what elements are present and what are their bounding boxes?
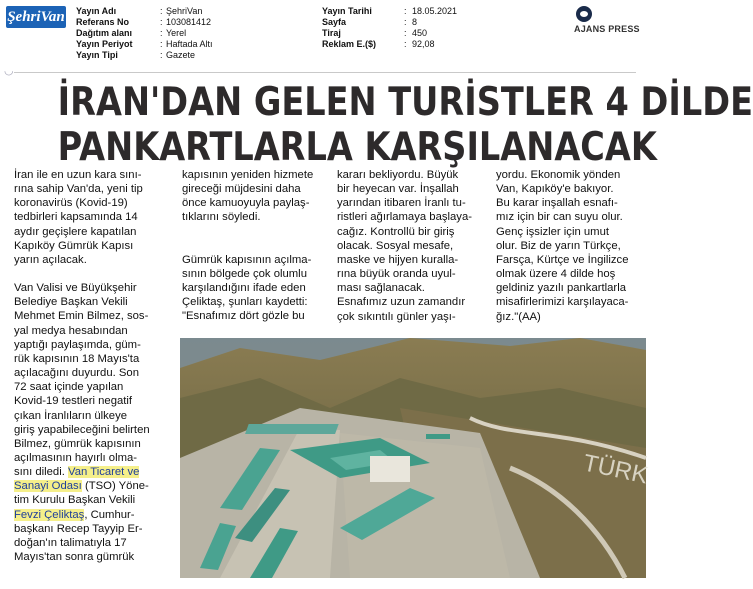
- text-line: maske ve hijyen kuralla-: [337, 253, 459, 266]
- meta-key: Yayın Periyot: [76, 39, 133, 49]
- text-line: olacak. Sosyal mesafe,: [337, 239, 454, 252]
- text-line: tedbirleri kapsamında 14: [14, 211, 138, 224]
- border-gate-aerial-photo: [180, 338, 651, 578]
- text-line: Genç işsizler için umut: [496, 225, 610, 238]
- meta-key: Yayın Tarihi: [322, 6, 372, 16]
- text-line: [14, 479, 176, 493]
- headline-line-1: İRAN'DAN GELEN TURİSTLER 4 DİLDE: [57, 80, 753, 125]
- text-line: misafirlerimizi karşılayaca-: [496, 296, 629, 309]
- text-line: rük kapısının 18 Mayıs'ta: [14, 352, 140, 365]
- text-line: yarın açılacak.: [14, 253, 87, 266]
- publication-logo: ŞehriVan: [6, 6, 66, 28]
- text-fragment: (TSO) Yöne-: [81, 480, 149, 493]
- meta-key: Reklam E.($): [322, 39, 377, 49]
- text-line: Farsça, Kürtçe ve İngilizce: [496, 253, 629, 266]
- highlighted-text: Van Ticaret ve: [68, 466, 140, 479]
- text-line: İran ile en uzun kara sını-: [14, 169, 142, 181]
- meta-value: Yerel: [166, 28, 187, 38]
- text-line: Van Valisi ve Büyükşehir: [14, 282, 137, 295]
- headline-line-2: PANKARTLARLA KARŞILANACAK: [57, 125, 657, 170]
- highlighted-text: Fevzi Çeliktaş: [14, 508, 85, 521]
- text-line: olur. Biz de yarın Türkçe,: [496, 239, 621, 252]
- text-line: koronavirüs (Kovid-19): [14, 197, 128, 210]
- meta-key: Referans No: [76, 17, 130, 27]
- text-line: bir heyecan var. İnşallah: [337, 183, 459, 196]
- text-line: doğan'ın talimatıyla 17: [14, 536, 127, 549]
- agency-logo: [574, 6, 644, 36]
- meta-key: Yayın Adı: [76, 6, 117, 16]
- text-fragment: , Cumhur-: [84, 508, 135, 521]
- meta-value: Gazete: [166, 50, 196, 60]
- text-line: [14, 508, 176, 522]
- text-line: başkanı Recep Tayyip Er-: [14, 522, 143, 535]
- text-line: ması sağlanacak.: [337, 282, 425, 295]
- meta-key: Yayın Tipi: [76, 50, 118, 60]
- text-line: ristleri ağırlamaya başlaya-: [337, 211, 472, 224]
- text-line: ğız."(AA): [496, 310, 541, 323]
- meta-value: 450: [412, 28, 428, 38]
- header-divider: [14, 72, 636, 73]
- text-line: açılacağını duyurdu. Son: [14, 367, 139, 380]
- text-line: olmak üzere 4 dilde hoş: [496, 268, 616, 281]
- text-line: Bu karar inşallah esnafı-: [496, 197, 618, 210]
- text-line: çok sıkıntılı günler yaşı-: [337, 310, 456, 323]
- highlighted-text: Sanayi Odası: [14, 480, 82, 493]
- text-line: yal medya hesabından: [14, 324, 128, 337]
- agency-mark-icon: [576, 6, 592, 22]
- clip-corner-icon: ◡: [4, 65, 14, 77]
- meta-key: Sayfa: [322, 17, 347, 27]
- meta-value: Haftada Altı: [166, 39, 213, 49]
- text-line: giriş yapabileceğini belirten: [14, 423, 150, 436]
- text-line: önce kamuoyuyla paylaş-: [182, 197, 310, 210]
- photo-sign-text: TÜRK: [580, 449, 651, 490]
- text-line: kararı bekliyordu. Büyük: [337, 169, 459, 181]
- text-line: Van, Kapıköy'e bakıyor.: [496, 183, 614, 196]
- article-column-4: [496, 168, 648, 324]
- article-column-3: [337, 168, 489, 324]
- meta-value: 103081412: [166, 17, 212, 27]
- text-line: kapısının yeniden hizmete: [182, 169, 314, 181]
- text-line: yarından itibaren İranlı tu-: [337, 197, 466, 210]
- text-line: Bilmez, gümrük kapısının: [14, 437, 141, 450]
- text-line: mız için bir can suyu olur.: [496, 211, 623, 224]
- text-line: aydır geçişlere kapatılan: [14, 225, 137, 238]
- text-line: yordu. Ekonomik yönden: [496, 169, 621, 181]
- text-line: Mayıs'tan sonra gümrük: [14, 551, 135, 564]
- text-line: yaptığı paylaşımda, güm-: [14, 338, 141, 351]
- meta-value: 8: [412, 17, 418, 27]
- headline: [57, 80, 753, 170]
- text-fragment: sını diledi.: [14, 466, 65, 479]
- text-line: geldiniz yazılı pankartlarla: [496, 282, 626, 295]
- text-line: rına sahip Van'da, yeni tip: [14, 183, 143, 196]
- meta-value: ŞehriVan: [166, 6, 203, 16]
- text-line: cağız. Kontrollü bir giriş: [337, 225, 455, 238]
- text-line: gireceği müjdesini daha: [182, 183, 301, 196]
- text-line: açılmasının hayırlı olma-: [14, 451, 138, 464]
- article-column-2: [182, 168, 332, 323]
- agency-name: AJANS PRESS: [574, 24, 640, 34]
- text-line: tim Kurulu Başkan Vekili: [14, 494, 136, 507]
- text-line: çıkan İranlıların ülkeye: [14, 409, 128, 422]
- text-line: Gümrük kapısının açılma-: [182, 253, 312, 266]
- text-line: "Esnafımız dört gözle bu: [182, 310, 305, 323]
- meta-value: 18.05.2021: [412, 6, 458, 16]
- text-line: karşılandığını ifade eden: [182, 281, 306, 294]
- text-line: [14, 465, 176, 479]
- text-line: Kapıköy Gümrük Kapısı: [14, 239, 134, 252]
- meta-key: Tiraj: [322, 28, 341, 38]
- text-line: Kovid-19 testleri negatif: [14, 395, 133, 408]
- text-line: rına büyük oranda uyul-: [337, 268, 456, 281]
- text-line: Belediye Başkan Vekili: [14, 296, 128, 309]
- meta-key: Dağıtım alanı: [76, 28, 133, 38]
- text-line: Esnafımız uzun zamandır: [337, 296, 466, 309]
- text-line: Mehmet Emin Bilmez, sos-: [14, 310, 149, 323]
- article-column-1: [14, 168, 176, 564]
- text-line: Çeliktaş, şunları kaydetti:: [182, 296, 308, 309]
- meta-value: 92,08: [412, 39, 435, 49]
- text-line: sının bölgede çok olumlu: [182, 267, 307, 280]
- text-line: 72 saat içinde yapılan: [14, 381, 124, 394]
- text-line: tıklarını söyledi.: [182, 211, 261, 224]
